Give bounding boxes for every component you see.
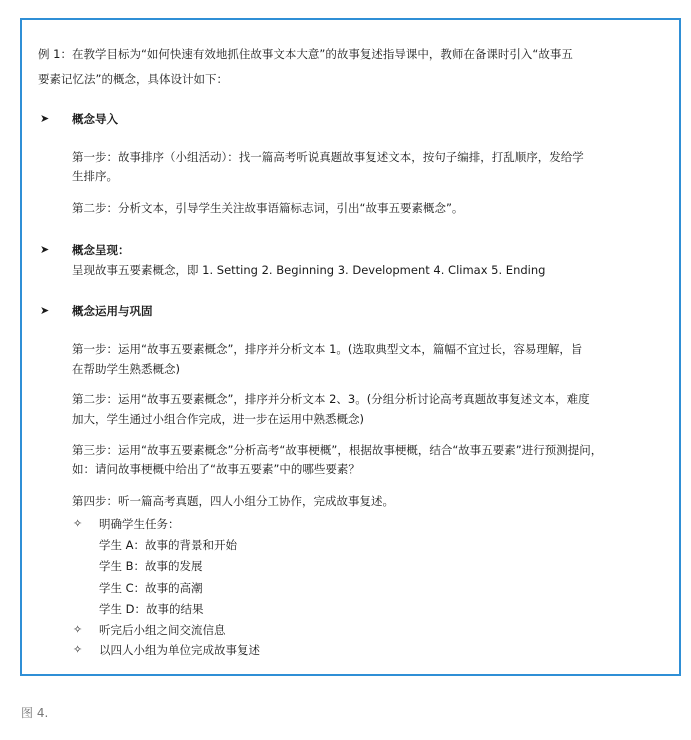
arrow-bullet-icon: ➤ [40, 243, 50, 256]
section-heading: 概念运用与巩固 [72, 304, 153, 318]
section-line: 第一步：故事排序（小组活动）：找一篇高考听说真题故事复述文本，按句子编排，打乱顺序，发给学 [72, 150, 584, 164]
section-heading: 概念导入 [72, 112, 118, 126]
student-task: 学生 D：故事的结果 [99, 602, 204, 616]
section-line: 第二步：运用“故事五要素概念”，排序并分析文本 2、3。(分组分析讨论高考真题故事复述文本，难度 [72, 392, 590, 406]
example-line-1: 例 1：在教学目标为“如何快速有效地抓住故事文本大意”的故事复述指导课中，教师在备课时引入“故事五 [38, 47, 573, 61]
section-line: 在帮助学生熟悉概念) [72, 362, 180, 376]
section-line: 第三步：运用“故事五要素概念”分析高考“故事梗概”，根据故事梗概，结合“故事五要素”进行预测提问， [72, 443, 603, 457]
example-line-2: 要素记忆法”的概念，具体设计如下： [38, 72, 228, 86]
figure-caption: 图 4. [21, 706, 49, 720]
student-task: 学生 B：故事的发展 [99, 559, 203, 573]
subitem-label: 以四人小组为单位完成故事复述 [99, 643, 260, 657]
section-line: 第四步：听一篇高考真题，四人小组分工协作，完成故事复述。 [72, 494, 394, 508]
section-line: 第一步：运用“故事五要素概念”，排序并分析文本 1。(选取典型文本，篇幅不宜过长，容易理解，旨 [72, 342, 583, 356]
arrow-bullet-icon: ➤ [40, 112, 50, 125]
section-line: 如：请问故事梗概中给出了“故事五要素”中的哪些要素？ [72, 462, 360, 476]
arrow-bullet-icon: ➤ [40, 304, 50, 317]
subitem-label: 听完后小组之间交流信息 [99, 623, 226, 637]
diamond-bullet-icon: ✧ [73, 623, 83, 636]
section-line: 第二步：分析文本，引导学生关注故事语篇标志词，引出“故事五要素概念”。 [72, 201, 464, 215]
subitem-label: 明确学生任务： [99, 517, 180, 531]
section-line: 呈现故事五要素概念，即 1. Setting 2. Beginning 3. Development 4. Climax 5. Ending [72, 263, 546, 277]
student-task: 学生 A：故事的背景和开始 [99, 538, 238, 552]
section-line: 加大，学生通过小组合作完成，进一步在运用中熟悉概念) [72, 412, 364, 426]
section-line: 生排序。 [72, 169, 118, 183]
student-task: 学生 C：故事的高潮 [99, 581, 203, 595]
section-heading: 概念呈现： [72, 243, 130, 257]
diamond-bullet-icon: ✧ [73, 517, 83, 530]
diamond-bullet-icon: ✧ [73, 643, 83, 656]
